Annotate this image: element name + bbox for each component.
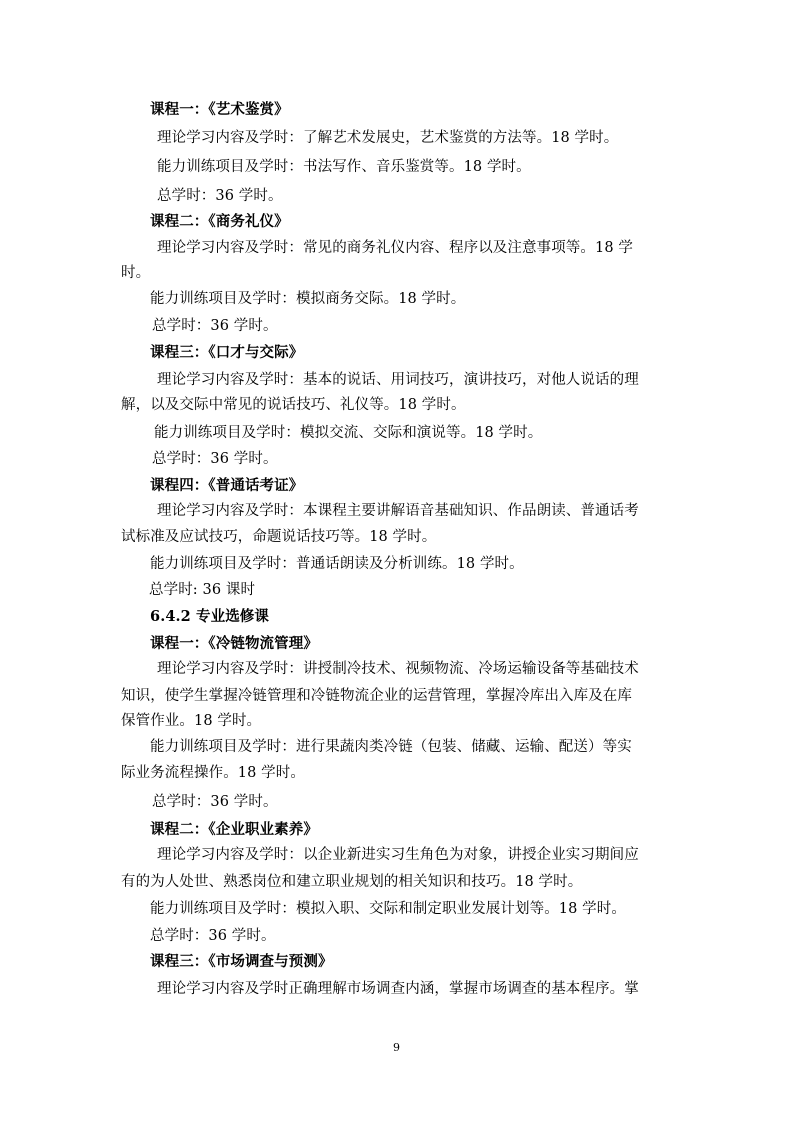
paragraph-line: 理论学习内容及学时正确理解市场调查内涵，掌握市场调查的基本程序。掌 [157, 981, 639, 997]
paragraph-line: 解，以及交际中常见的说话技巧、礼仪等。18 学时。 [121, 397, 466, 413]
paragraph-line: 总学时：36 学时。 [157, 188, 283, 204]
paragraph-line: 理论学习内容及学时：本课程主要讲解语音基础知识、作品朗读、普通话考 [157, 503, 639, 519]
course-heading: 课程三：《市场调查与预测》 [150, 953, 333, 970]
course-heading: 课程四：《普通话考证》 [150, 477, 304, 494]
paragraph-line: 能力训练项目及学时：书法写作、音乐鉴赏等。18 学时。 [157, 159, 531, 175]
course-heading: 课程二：《企业职业素养》 [150, 821, 318, 838]
paragraph-line: 理论学习内容及学时：基本的说话、用词技巧，演讲技巧，对他人说话的理 [157, 372, 639, 388]
paragraph-line: 总学时：36 学时。 [150, 928, 276, 944]
paragraph-line: 能力训练项目及学时：进行果蔬肉类冷链（包装、储藏、运输、配送）等实 [150, 739, 632, 755]
paragraph-line: 保管作业。18 学时。 [121, 713, 262, 729]
course-heading: 课程一：《艺术鉴赏》 [150, 101, 289, 118]
paragraph-line: 理论学习内容及学时：了解艺术发展史，艺术鉴赏的方法等。18 学时。 [157, 130, 619, 146]
paragraph-line: 能力训练项目及学时：模拟交流、交际和演说等。18 学时。 [154, 425, 543, 441]
paragraph-line: 能力训练项目及学时：模拟商务交际。18 学时。 [150, 291, 466, 307]
paragraph-line: 总学时：36 学时。 [152, 451, 278, 467]
paragraph-line: 试标准及应试技巧，命题说话技巧等。18 学时。 [121, 529, 437, 545]
paragraph-line: 总学时：36 学时。 [152, 318, 278, 334]
paragraph-line: 能力训练项目及学时：普通话朗读及分析训练。18 学时。 [150, 556, 524, 572]
paragraph-line: 理论学习内容及学时：以企业新进实习生角色为对象，讲授企业实习期间应 [157, 847, 639, 863]
course-heading: 课程一：《冷链物流管理》 [150, 635, 318, 652]
paragraph-line: 知识，使学生掌握冷链管理和冷链物流企业的运营管理，掌握冷库出入库及在库 [121, 688, 632, 704]
paragraph-line: 总学时: 36 课时 [149, 582, 256, 598]
course-heading: 课程三：《口才与交际》 [150, 344, 304, 361]
course-heading: 课程二：《商务礼仪》 [150, 213, 289, 230]
paragraph-line: 理论学习内容及学时：讲授制冷技术、视频物流、冷场运输设备等基础技术 [157, 661, 639, 677]
paragraph-line: 时。 [121, 265, 151, 281]
paragraph-line: 理论学习内容及学时：常见的商务礼仪内容、程序以及注意事项等。18 学 [157, 240, 633, 256]
section-heading: 6.4.2 专业选修课 [150, 608, 270, 625]
paragraph-line: 际业务流程操作。18 学时。 [121, 765, 305, 781]
paragraph-line: 总学时：36 学时。 [152, 794, 278, 810]
paragraph-line: 有的为人处世、熟悉岗位和建立职业规划的相关知识和技巧。18 学时。 [121, 874, 583, 890]
page-number: 9 [393, 1041, 400, 1054]
paragraph-line: 能力训练项目及学时：模拟入职、交际和制定职业发展计划等。18 学时。 [150, 901, 626, 917]
